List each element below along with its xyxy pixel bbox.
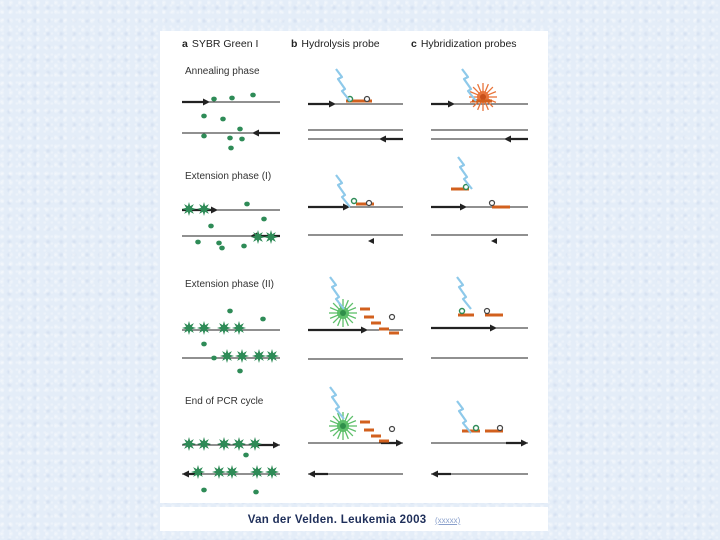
fluorescence-burst-ray: [348, 428, 356, 431]
sybr-dye-dot: [237, 369, 243, 374]
arrowhead-right: [361, 327, 368, 334]
sybr-dye-dot: [201, 114, 207, 119]
quencher: [490, 201, 495, 206]
fluorescence-burst-ray: [338, 318, 341, 326]
sybr-dye-dot: [237, 127, 243, 132]
sybr-dye-dot: [261, 217, 267, 222]
arrowhead-right: [211, 207, 218, 214]
probe-segment: [364, 429, 374, 432]
quencher: [390, 315, 395, 320]
quencher: [390, 427, 395, 432]
fluorescence-burst-ray: [347, 317, 353, 323]
pcr-figure: [160, 31, 548, 503]
fluorescence-burst-ray: [347, 430, 353, 436]
bound-dye-star: [212, 465, 226, 479]
fluorescence-burst-ray: [333, 317, 339, 323]
bound-dye-star: [197, 437, 211, 451]
fluorescence-burst-ray: [330, 428, 338, 431]
probe-segment: [360, 421, 370, 424]
bound-dye-star: [182, 437, 196, 451]
fluorescence-burst-ray: [347, 303, 353, 309]
light-excitation-icon: [457, 277, 471, 309]
sybr-dye-dot: [208, 224, 214, 229]
bound-dye-star: [235, 349, 249, 363]
arrowhead-left: [379, 136, 386, 143]
quencher: [498, 426, 503, 431]
fluorescence-burst-ray: [345, 318, 348, 326]
light-excitation-icon: [330, 277, 344, 309]
bound-dye-star: [197, 202, 211, 216]
fluorescence-burst-ray: [333, 416, 339, 422]
fluorescence-burst-ray: [333, 430, 339, 436]
reporter-fluorophore: [474, 426, 479, 431]
probe-segment: [371, 435, 381, 438]
bound-dye-star: [182, 202, 196, 216]
arrowhead-right: [448, 101, 455, 108]
reporter-dye: [340, 423, 346, 429]
phase-label-annealing: Annealing phase: [185, 66, 260, 77]
bound-dye-star: [220, 349, 234, 363]
fluorescence-burst-ray: [345, 413, 348, 421]
fluorescence-burst-ray: [485, 84, 488, 92]
bound-dye-star: [217, 437, 231, 451]
sybr-dye-dot: [219, 246, 225, 251]
bound-dye-star: [248, 437, 262, 451]
sybr-dye-dot: [201, 134, 207, 139]
fluorescence-burst-ray: [338, 431, 341, 439]
quencher: [485, 309, 490, 314]
arrowhead-left: [491, 238, 497, 244]
bound-dye-star: [264, 230, 278, 244]
bound-dye-star: [225, 465, 239, 479]
sybr-dye-dot: [243, 453, 249, 458]
probe-segment: [492, 206, 510, 209]
bound-dye-star: [265, 349, 279, 363]
fluorescence-burst-ray: [330, 421, 338, 424]
sybr-dye-dot: [253, 490, 259, 495]
sybr-dye-dot: [260, 317, 266, 322]
reporter-fluorophore: [352, 199, 357, 204]
sybr-dye-dot: [195, 240, 201, 245]
sybr-dye-dot: [211, 97, 217, 102]
fluorescence-burst-ray: [478, 102, 481, 110]
fluorescence-burst-ray: [345, 431, 348, 439]
sybr-dye-dot: [227, 136, 233, 141]
sybr-dye-dot: [228, 146, 234, 151]
arrowhead-left: [252, 130, 259, 137]
light-excitation-icon: [330, 387, 344, 419]
arrowhead-left: [431, 471, 438, 478]
arrowhead-right: [273, 442, 280, 449]
sybr-dye-dot: [220, 117, 226, 122]
probe-segment: [458, 314, 474, 317]
arrowhead-left: [182, 471, 189, 478]
arrowhead-left: [308, 471, 315, 478]
fluorescence-burst-ray: [345, 300, 348, 308]
light-excitation-icon: [462, 69, 476, 101]
arrowhead-right: [521, 440, 528, 447]
light-excitation-icon: [336, 69, 350, 101]
bound-dye-star: [251, 230, 265, 244]
sybr-dye-dot: [216, 241, 222, 246]
fluorescence-burst-ray: [348, 421, 356, 424]
citation-link[interactable]: (xxxxx): [434, 516, 461, 525]
fluorescence-burst-ray: [488, 92, 496, 95]
reporter-dye: [340, 310, 346, 316]
caption-bar: [160, 507, 548, 531]
column-title-a: a SYBR Green I: [182, 38, 259, 50]
pcr-diagram-canvas: [160, 31, 548, 503]
bound-dye-star: [252, 349, 266, 363]
bound-dye-star: [197, 321, 211, 335]
bound-dye-star: [191, 465, 205, 479]
probe-segment: [379, 328, 389, 331]
arrowhead-right: [203, 99, 210, 106]
reporter-fluorophore: [460, 309, 465, 314]
arrowhead-right: [490, 325, 497, 332]
probe-segment: [389, 332, 399, 335]
fluorescence-burst-ray: [330, 315, 338, 318]
sybr-dye-dot: [227, 309, 233, 314]
arrowhead-left: [368, 238, 374, 244]
sybr-dye-dot: [244, 202, 250, 207]
arrowhead-right: [329, 101, 336, 108]
column-title-c: c Hybridization probes: [411, 38, 517, 50]
reporter-dye: [480, 94, 486, 100]
sybr-dye-dot: [241, 244, 247, 249]
bound-dye-star: [250, 465, 264, 479]
phase-label-extension-2: Extension phase (II): [185, 279, 274, 290]
light-excitation-icon: [457, 401, 471, 433]
citation-text: Van der Velden. Leukemia 2003: [247, 514, 427, 526]
sybr-dye-dot: [250, 93, 256, 98]
fluorescence-burst-ray: [487, 87, 493, 93]
bound-dye-star: [232, 321, 246, 335]
fluorescence-burst-ray: [330, 308, 338, 311]
fluorescence-burst-ray: [485, 102, 488, 110]
bound-dye-star: [217, 321, 231, 335]
phase-label-end-of-cycle: End of PCR cycle: [185, 396, 264, 407]
probe-segment: [371, 322, 381, 325]
phase-label-extension-1: Extension phase (I): [185, 171, 272, 182]
fluorescence-burst-ray: [348, 315, 356, 318]
probe-segment: [364, 316, 374, 319]
sybr-dye-dot: [239, 137, 245, 142]
fluorescence-burst-ray: [333, 303, 339, 309]
arrowhead-left: [504, 136, 511, 143]
light-excitation-icon: [336, 175, 350, 207]
fluorescence-burst-ray: [348, 308, 356, 311]
column-title-b: b Hydrolysis probe: [291, 38, 380, 50]
bound-dye-star: [265, 465, 279, 479]
bound-dye-star: [232, 437, 246, 451]
quencher: [365, 97, 370, 102]
fluorescence-burst-ray: [478, 84, 481, 92]
arrowhead-right: [460, 204, 467, 211]
sybr-dye-dot: [201, 342, 207, 347]
bound-dye-star: [182, 321, 196, 335]
sybr-dye-dot: [201, 488, 207, 493]
fluorescence-burst-ray: [347, 416, 353, 422]
probe-segment: [360, 308, 370, 311]
arrowhead-right: [396, 440, 403, 447]
probe-segment: [379, 440, 389, 443]
fluorescence-burst-ray: [473, 87, 479, 93]
quencher: [367, 201, 372, 206]
sybr-dye-dot: [229, 96, 235, 101]
sybr-dye-dot: [211, 356, 217, 361]
